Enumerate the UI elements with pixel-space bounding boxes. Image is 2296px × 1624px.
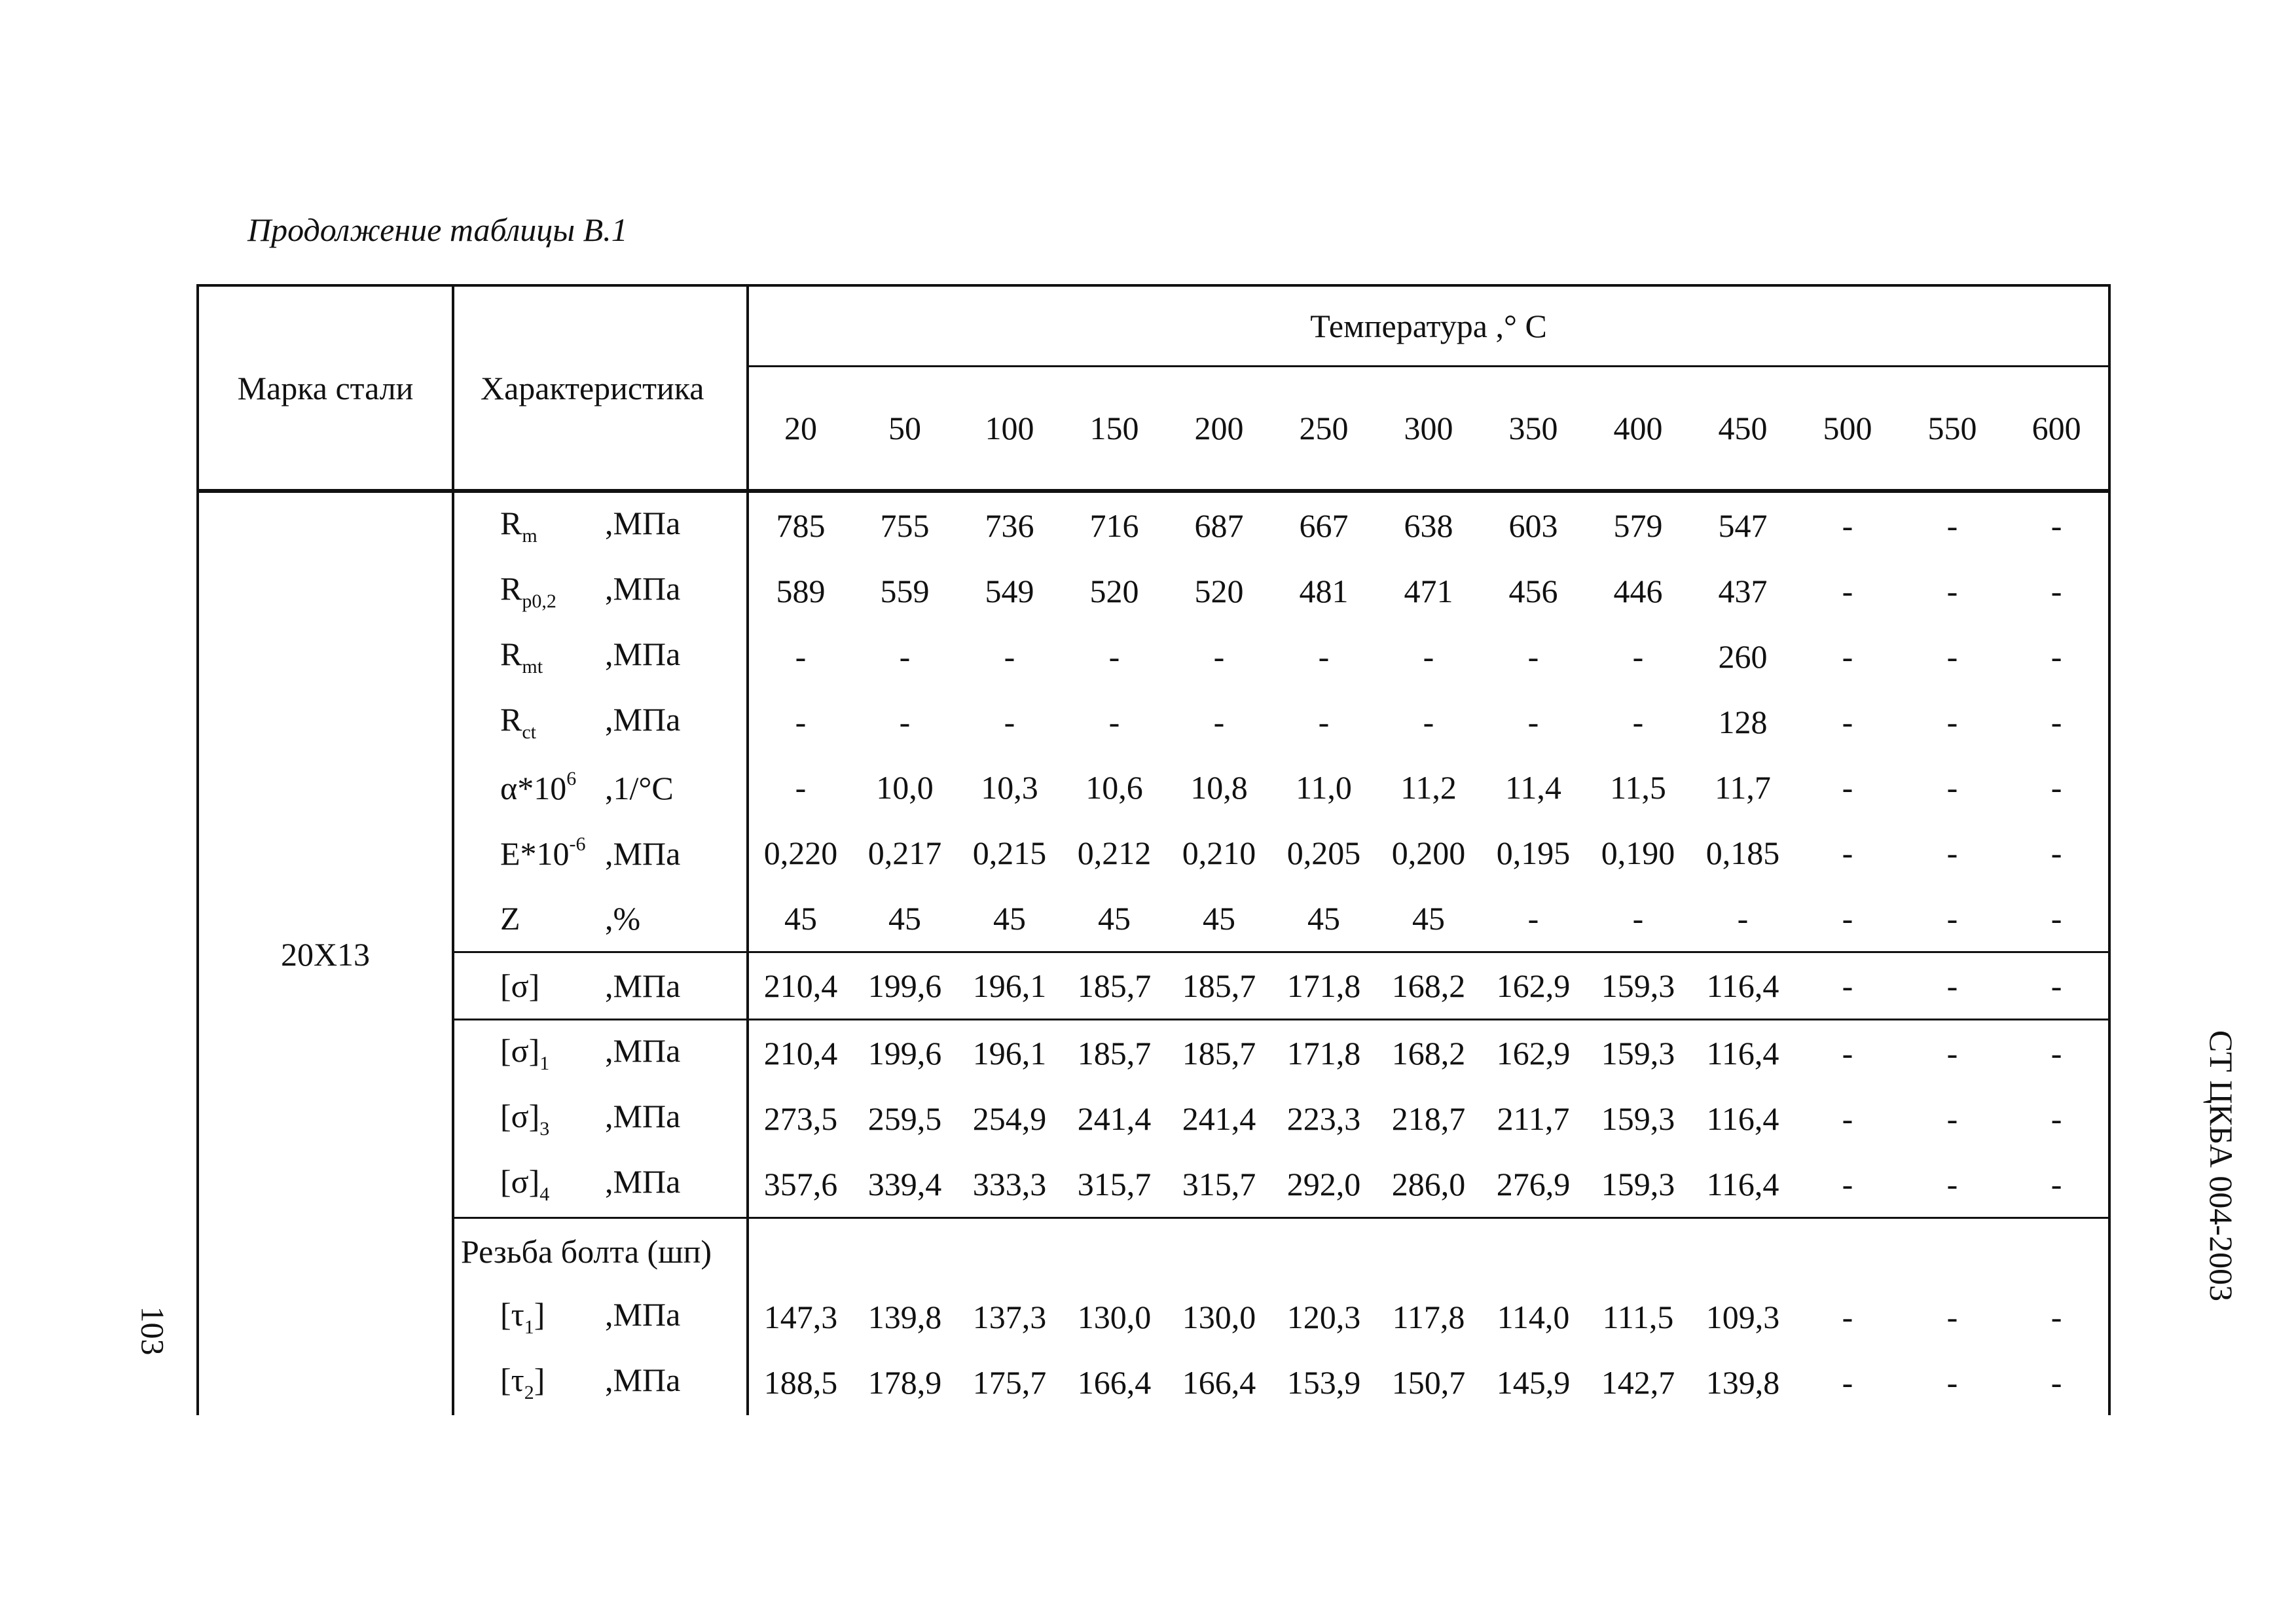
- value-cell: 638: [1404, 507, 1453, 544]
- table-row: [198, 1020, 2109, 1087]
- characteristic-cell: [453, 1350, 748, 1415]
- value-cell: 0,212: [1077, 835, 1152, 871]
- symbol-subscript: 2: [524, 1382, 534, 1403]
- value-cell: -: [1842, 835, 1853, 871]
- symbol-subscript: 4: [539, 1183, 550, 1205]
- empty-cell: [1690, 1218, 1795, 1285]
- symbol: [500, 967, 605, 1005]
- value-cell: 471: [1404, 573, 1453, 609]
- value-cell: -: [1842, 1100, 1853, 1137]
- value-cell: 175,7: [972, 1364, 1047, 1401]
- characteristic-cell: [453, 952, 748, 1020]
- value-cell: 520: [1194, 573, 1244, 609]
- characteristic-cell: [453, 558, 748, 624]
- temperature-cell: 200: [1167, 367, 1271, 492]
- value-cell: 315,7: [1182, 1166, 1256, 1202]
- value-cell: 147,3: [763, 1299, 838, 1335]
- symbol-subscript: ct: [522, 721, 537, 743]
- value-cell: -: [899, 704, 911, 740]
- symbol-subscript: 1: [539, 1053, 550, 1074]
- value-cell: 130,0: [1182, 1299, 1256, 1335]
- value-cell: 196,1: [957, 1020, 1062, 1087]
- value-cell: 114,0: [1497, 1299, 1570, 1335]
- symbol-base: α*10: [500, 770, 567, 806]
- document-code: СТ ЦКБА 004-2003: [2203, 1030, 2240, 1302]
- value-cell: -: [1213, 704, 1225, 740]
- value-cell: -: [2005, 558, 2109, 624]
- symbol: [500, 1097, 605, 1140]
- value-cell: 0,217: [867, 835, 942, 871]
- value-cell: -: [1004, 638, 1015, 675]
- value-cell: 10,6: [1085, 769, 1143, 806]
- symbol-base: R: [500, 701, 522, 738]
- steel-grade-cell: 20Х13: [198, 491, 453, 1415]
- value-cell: 0,220: [763, 835, 838, 871]
- properties-table: [196, 284, 2111, 1415]
- value-cell: -: [1946, 900, 1958, 937]
- value-cell: -: [2005, 624, 2109, 689]
- empty-cell: [852, 1218, 957, 1285]
- value-cell: 142,7: [1601, 1364, 1675, 1401]
- value-cell: -: [2005, 491, 2109, 558]
- symbol-base: [σ]: [500, 1032, 540, 1069]
- empty-cell: [1271, 1218, 1376, 1285]
- value-cell: -: [1946, 507, 1958, 544]
- table-row: [198, 689, 2109, 755]
- characteristic-cell: [453, 1086, 748, 1151]
- value-cell: 286,0: [1391, 1166, 1466, 1202]
- value-cell: 45: [1412, 900, 1445, 937]
- symbol: [500, 1032, 605, 1075]
- value-cell: 437: [1718, 573, 1768, 609]
- value-cell: -: [1842, 1166, 1853, 1202]
- value-cell: 0,210: [1182, 835, 1256, 871]
- value-cell: 260: [1718, 638, 1768, 675]
- value-cell: 11,5: [1610, 769, 1666, 806]
- value-cell: -: [1108, 704, 1120, 740]
- characteristic-cell: [453, 624, 748, 689]
- temperature-cell: 100: [957, 367, 1062, 492]
- value-cell: -: [2005, 1151, 2109, 1218]
- value-cell: -: [1946, 704, 1958, 740]
- value-cell: 159,3: [1601, 1166, 1675, 1202]
- value-cell: -: [1946, 573, 1958, 609]
- symbol-base: [τ: [500, 1362, 524, 1398]
- value-cell: 603: [1508, 507, 1558, 544]
- characteristic-cell: [453, 1151, 748, 1218]
- temperature-cell: 20: [748, 367, 852, 492]
- value-cell: 185,7: [1062, 952, 1167, 1020]
- value-cell: 456: [1508, 573, 1558, 609]
- value-cell: 273,5: [763, 1100, 838, 1137]
- value-cell: 45: [784, 900, 817, 937]
- value-cell: 259,5: [867, 1100, 942, 1137]
- value-cell: -: [2005, 1086, 2109, 1151]
- value-cell: -: [1527, 704, 1539, 740]
- value-cell: -: [1318, 704, 1330, 740]
- table-row: [198, 820, 2109, 886]
- temperature-cell: 400: [1586, 367, 1690, 492]
- value-cell: 520: [1089, 573, 1139, 609]
- value-cell: 116,4: [1706, 1100, 1779, 1137]
- unit: ,МПа: [605, 636, 681, 672]
- symbol: [500, 504, 605, 547]
- value-cell: 223,3: [1286, 1100, 1361, 1137]
- value-cell: 45: [1307, 900, 1340, 937]
- value-cell: 159,3: [1601, 1100, 1675, 1137]
- symbol-superscript: 6: [566, 768, 577, 789]
- value-cell: 196,1: [957, 952, 1062, 1020]
- value-cell: 0,190: [1601, 835, 1675, 871]
- symbol-base: R: [500, 570, 522, 607]
- value-cell: 130,0: [1077, 1299, 1152, 1335]
- value-cell: 11,2: [1400, 769, 1457, 806]
- value-cell: -: [1946, 1166, 1958, 1202]
- temperature-cell: 50: [852, 367, 957, 492]
- characteristic-cell: Резьба болта (шп): [453, 1218, 748, 1285]
- value-cell: 153,9: [1286, 1364, 1361, 1401]
- value-cell: 111,5: [1602, 1299, 1674, 1335]
- symbol: [500, 1295, 605, 1339]
- value-cell: -: [1946, 1100, 1958, 1137]
- value-cell: -: [2005, 1350, 2109, 1415]
- value-cell: -: [795, 704, 807, 740]
- symbol-base: R: [500, 636, 522, 672]
- value-cell: -: [1527, 900, 1539, 937]
- value-cell: 10,3: [981, 769, 1038, 806]
- value-cell: 145,9: [1496, 1364, 1571, 1401]
- temperature-cell: 500: [1795, 367, 1900, 492]
- value-cell: 549: [985, 573, 1034, 609]
- value-cell: -: [2005, 886, 2109, 952]
- unit: ,МПа: [605, 1032, 681, 1069]
- characteristic-cell: [453, 820, 748, 886]
- value-cell: 339,4: [867, 1166, 942, 1202]
- value-cell: 667: [1299, 507, 1349, 544]
- value-cell: -: [1842, 573, 1853, 609]
- temperature-cell: 350: [1481, 367, 1586, 492]
- value-cell: 116,4: [1706, 1166, 1779, 1202]
- empty-cell: [1062, 1218, 1167, 1285]
- table-row: [198, 1151, 2109, 1218]
- table-row: [198, 886, 2109, 952]
- table-row: [198, 624, 2109, 689]
- value-cell: 116,4: [1690, 952, 1795, 1020]
- characteristic-cell: [453, 689, 748, 755]
- value-cell: 11,4: [1505, 769, 1561, 806]
- value-cell: -: [1842, 769, 1853, 806]
- header-row-1: [198, 285, 2109, 367]
- temperature-cell: 300: [1376, 367, 1481, 492]
- value-cell: 10,8: [1190, 769, 1248, 806]
- value-cell: 199,6: [852, 1020, 957, 1087]
- characteristic-header: Характеристика: [453, 285, 748, 491]
- value-cell: 755: [880, 507, 930, 544]
- value-cell: 559: [880, 573, 930, 609]
- value-cell: -: [1842, 900, 1853, 937]
- value-cell: 254,9: [972, 1100, 1047, 1137]
- temperature-cell: 150: [1062, 367, 1167, 492]
- value-cell: 241,4: [1077, 1100, 1152, 1137]
- symbol-base: R: [500, 505, 522, 541]
- symbol-subscript: m: [522, 525, 538, 547]
- symbol-subscript: mt: [522, 656, 543, 677]
- value-cell: 162,9: [1481, 952, 1586, 1020]
- value-cell: 188,5: [763, 1364, 838, 1401]
- value-cell: 687: [1194, 507, 1244, 544]
- unit: ,МПа: [605, 505, 681, 541]
- value-cell: 210,4: [748, 952, 852, 1020]
- unit: ,МПа: [605, 570, 681, 607]
- value-cell: -: [1946, 835, 1958, 871]
- symbol-base: [τ: [500, 1296, 524, 1333]
- value-cell: 0,185: [1705, 835, 1780, 871]
- value-cell: -: [1423, 638, 1434, 675]
- value-cell: 159,3: [1586, 952, 1690, 1020]
- empty-cell: [1795, 1218, 1900, 1285]
- value-cell: 333,3: [972, 1166, 1047, 1202]
- value-cell: -: [1900, 952, 2005, 1020]
- value-cell: -: [1946, 1299, 1958, 1335]
- empty-cell: [748, 1218, 852, 1285]
- value-cell: 11,0: [1296, 769, 1352, 806]
- unit: ,МПа: [605, 967, 681, 1004]
- value-cell: 159,3: [1586, 1020, 1690, 1087]
- value-cell: 162,9: [1481, 1020, 1586, 1087]
- symbol: [500, 635, 605, 678]
- unit: ,%: [605, 900, 641, 937]
- value-cell: -: [1842, 1299, 1853, 1335]
- value-cell: 168,2: [1376, 1020, 1481, 1087]
- value-cell: -: [1842, 638, 1853, 675]
- symbol: [500, 1361, 605, 1404]
- unit: ,МПа: [605, 1098, 681, 1134]
- temperature-cell: 450: [1690, 367, 1795, 492]
- unit: ,МПа: [605, 835, 681, 872]
- value-cell: 166,4: [1182, 1364, 1256, 1401]
- symbol: [500, 569, 605, 613]
- value-cell: -: [1795, 952, 1900, 1020]
- value-cell: 109,3: [1705, 1299, 1780, 1335]
- value-cell: 579: [1613, 507, 1663, 544]
- value-cell: -: [2005, 689, 2109, 755]
- value-cell: 45: [888, 900, 921, 937]
- value-cell: 0,200: [1391, 835, 1466, 871]
- value-cell: -: [1632, 704, 1644, 740]
- value-cell: -: [1842, 1364, 1853, 1401]
- value-cell: 116,4: [1690, 1020, 1795, 1087]
- value-cell: 128: [1718, 704, 1768, 740]
- characteristic-cell: [453, 1020, 748, 1087]
- unit: ,МПа: [605, 1296, 681, 1333]
- value-cell: 166,4: [1077, 1364, 1152, 1401]
- value-cell: 446: [1613, 573, 1663, 609]
- value-cell: 137,3: [972, 1299, 1047, 1335]
- symbol: [500, 700, 605, 744]
- value-cell: 45: [1098, 900, 1131, 937]
- page-number: 103: [134, 1306, 172, 1356]
- symbol-base: [σ]: [500, 967, 540, 1004]
- unit: ,МПа: [605, 1163, 681, 1200]
- value-cell: -: [2005, 1284, 2109, 1350]
- symbol-close: ]: [534, 1296, 545, 1333]
- empty-cell: [1167, 1218, 1271, 1285]
- table-row: [198, 952, 2109, 1020]
- value-cell: 120,3: [1286, 1299, 1361, 1335]
- value-cell: 0,195: [1496, 835, 1571, 871]
- value-cell: 292,0: [1286, 1166, 1361, 1202]
- value-cell: -: [1946, 769, 1958, 806]
- value-cell: -: [1318, 638, 1330, 675]
- symbol: [500, 1163, 605, 1206]
- empty-cell: [1586, 1218, 1690, 1285]
- value-cell: -: [1946, 1364, 1958, 1401]
- value-cell: 139,8: [1705, 1364, 1780, 1401]
- value-cell: 171,8: [1271, 952, 1376, 1020]
- empty-cell: [957, 1218, 1062, 1285]
- value-cell: 0,215: [972, 835, 1047, 871]
- table-row: [198, 491, 2109, 558]
- value-cell: 45: [1203, 900, 1235, 937]
- value-cell: 211,7: [1497, 1100, 1570, 1137]
- table-row: [198, 1350, 2109, 1415]
- symbol-subscript: p0,2: [522, 590, 556, 612]
- symbol-subscript: 3: [539, 1118, 550, 1140]
- value-cell: -: [1946, 638, 1958, 675]
- value-cell: 185,7: [1167, 952, 1271, 1020]
- symbol: [500, 899, 605, 937]
- value-cell: -: [1423, 704, 1434, 740]
- value-cell: 210,4: [748, 1020, 852, 1087]
- symbol-subscript: 1: [524, 1316, 534, 1338]
- table-row: [198, 1086, 2109, 1151]
- value-cell: 45: [993, 900, 1026, 937]
- value-cell: 241,4: [1182, 1100, 1256, 1137]
- value-cell: -: [1108, 638, 1120, 675]
- symbol-close: ]: [534, 1362, 545, 1398]
- value-cell: -: [2005, 755, 2109, 820]
- value-cell: 218,7: [1391, 1100, 1466, 1137]
- temperature-cell: 550: [1900, 367, 2005, 492]
- value-cell: 589: [776, 573, 826, 609]
- value-cell: 276,9: [1496, 1166, 1571, 1202]
- value-cell: -: [795, 769, 807, 806]
- value-cell: -: [2005, 820, 2109, 886]
- value-cell: 171,8: [1271, 1020, 1376, 1087]
- symbol-base: E*10: [500, 835, 570, 872]
- temperature-cell: 250: [1271, 367, 1376, 492]
- symbol: [500, 768, 605, 807]
- grade-header: Марка стали: [198, 285, 453, 491]
- value-cell: 0,205: [1286, 835, 1361, 871]
- empty-cell: [1481, 1218, 1586, 1285]
- value-cell: -: [795, 638, 807, 675]
- characteristic-cell: [453, 491, 748, 558]
- characteristic-cell: [453, 886, 748, 952]
- value-cell: 117,8: [1392, 1299, 1465, 1335]
- value-cell: 736: [985, 507, 1034, 544]
- value-cell: 11,7: [1715, 769, 1771, 806]
- value-cell: 185,7: [1062, 1020, 1167, 1087]
- empty-cell: [1900, 1218, 2005, 1285]
- value-cell: -: [1900, 1020, 2005, 1087]
- value-cell: 150,7: [1391, 1364, 1466, 1401]
- table-row: [198, 1284, 2109, 1350]
- symbol-base: [σ]: [500, 1163, 540, 1200]
- unit: ,МПа: [605, 701, 681, 738]
- table-row: [198, 755, 2109, 820]
- value-cell: -: [1842, 704, 1853, 740]
- value-cell: -: [1213, 638, 1225, 675]
- empty-cell: [2005, 1218, 2109, 1285]
- value-cell: -: [2005, 952, 2109, 1020]
- value-cell: -: [1632, 900, 1644, 937]
- table-caption: Продолжение таблицы В.1: [247, 211, 628, 248]
- value-cell: 357,6: [763, 1166, 838, 1202]
- unit: ,1/°C: [605, 770, 674, 806]
- value-cell: 178,9: [867, 1364, 942, 1401]
- value-cell: 481: [1299, 573, 1349, 609]
- value-cell: -: [1795, 1020, 1900, 1087]
- value-cell: -: [1632, 638, 1644, 675]
- value-cell: -: [1004, 704, 1015, 740]
- value-cell: 785: [776, 507, 826, 544]
- symbol-base: Z: [500, 900, 520, 937]
- value-cell: 139,8: [867, 1299, 942, 1335]
- value-cell: -: [899, 638, 911, 675]
- value-cell: 716: [1089, 507, 1139, 544]
- symbol-superscript: -6: [569, 833, 586, 855]
- value-cell: 10,0: [876, 769, 934, 806]
- value-cell: 168,2: [1376, 952, 1481, 1020]
- value-cell: 547: [1718, 507, 1768, 544]
- characteristic-cell: [453, 1284, 748, 1350]
- value-cell: 199,6: [852, 952, 957, 1020]
- unit: ,МПа: [605, 1362, 681, 1398]
- value-cell: -: [1737, 900, 1749, 937]
- temperature-header: Температура ,° С: [748, 285, 2109, 367]
- value-cell: -: [2005, 1020, 2109, 1087]
- value-cell: -: [1527, 638, 1539, 675]
- value-cell: -: [1842, 507, 1853, 544]
- table-row: [198, 558, 2109, 624]
- value-cell: 315,7: [1077, 1166, 1152, 1202]
- temperature-cell: 600: [2005, 367, 2109, 492]
- empty-cell: [1376, 1218, 1481, 1285]
- value-cell: 185,7: [1167, 1020, 1271, 1087]
- symbol-base: [σ]: [500, 1098, 540, 1134]
- table-row: [198, 1218, 2109, 1285]
- symbol: [500, 833, 605, 873]
- characteristic-cell: [453, 755, 748, 820]
